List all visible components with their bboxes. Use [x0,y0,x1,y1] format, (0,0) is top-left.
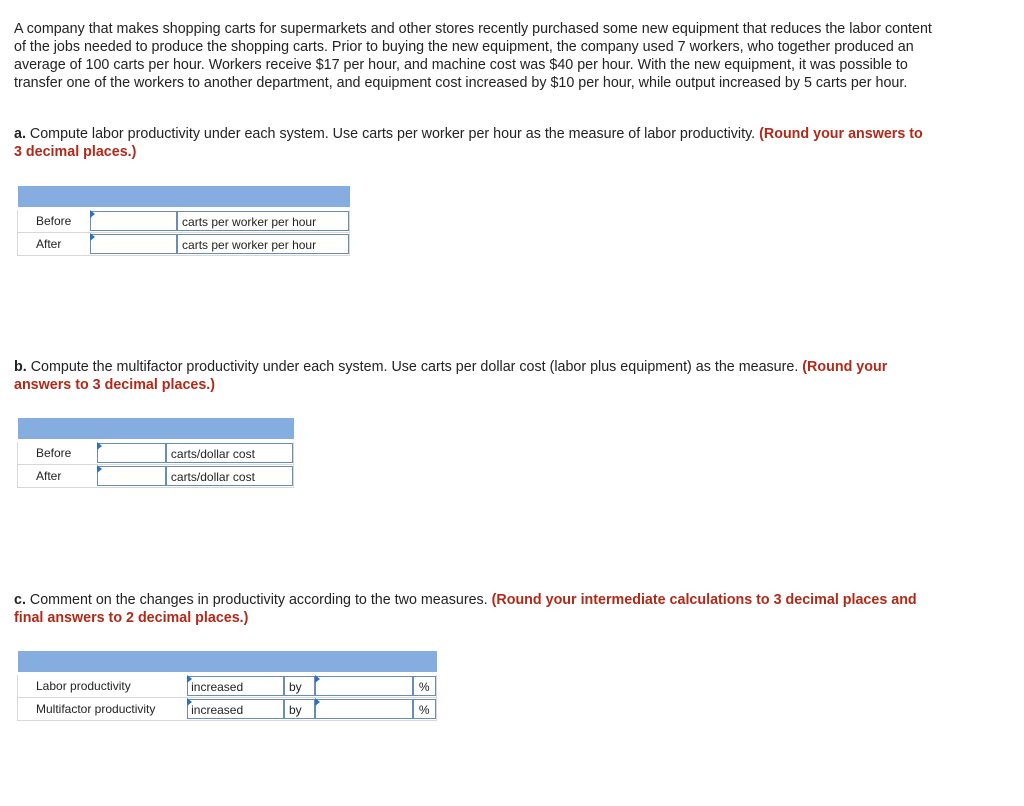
flag-icon [315,675,320,683]
by-label: by [284,699,315,719]
by-label: by [284,676,315,696]
question-c-text: Comment on the changes in productivity according to the two measures. [25,592,492,608]
question-b-label: b. [14,359,27,375]
question-c-note: (Round your intermediate calculations to 3 decimal places and final answers to 2 decimal places.) [14,592,917,626]
question-c [14,591,934,627]
percent-label: % [413,699,437,719]
flag-icon [97,465,102,473]
percent-change-input[interactable] [315,676,413,696]
flag-icon [90,233,95,241]
question-a [14,125,934,161]
unit-label: carts/dollar cost [166,466,293,486]
table-row [18,465,294,488]
question-a-text: Compute labor productivity under each system. Use carts per worker per hour as the measure of labor productivity. [25,126,760,142]
answer-table-c [17,651,437,721]
table-header [18,418,294,439]
unit-label: carts/dollar cost [166,443,293,463]
flag-icon [97,442,102,450]
unit-label: carts per worker per hour [177,211,349,231]
flag-icon [187,675,192,683]
change-direction-value: increased [191,680,244,694]
flag-icon [90,210,95,218]
unit-label: carts per worker per hour [177,234,349,254]
row-label: After [18,233,91,256]
table-row [18,675,437,698]
table-row [18,210,350,233]
change-direction-value: increased [191,703,244,717]
percent-label: % [413,676,437,696]
question-c-label: c. [14,592,26,608]
answer-input-after[interactable] [90,234,177,254]
row-label: Before [18,442,98,465]
row-label: Before [18,210,91,233]
change-direction-select[interactable] [187,699,284,719]
flag-icon [315,698,320,706]
percent-change-input[interactable] [315,699,413,719]
row-label: After [18,465,98,488]
question-a-note: (Round your answers to 3 decimal places.) [14,126,923,160]
table-row [18,233,350,256]
row-label: Labor productivity [18,675,188,698]
problem-intro: A company that makes shopping carts for supermarkets and other stores recently purchased some new equipment that reduces the labor content of the jobs needed to produce the shopping carts. Prior to buying the new equipment, the company used 7 workers, who together produced an average of 100 carts per hour. Workers receive $17 per hour, and machine cost was $40 per hour. With the new equipment, it was possible to transfer one of the workers to another department, and equipment cost increased by $10 per hour, while output increased by 5 carts per hour. [14,21,932,91]
answer-table-b [17,418,294,488]
question-b-text: Compute the multifactor productivity under each system. Use carts per dollar cost (labor plus equipment) as the measure. [26,359,803,375]
question-a-label: a. [14,126,26,142]
table-header [18,186,350,207]
answer-input-before[interactable] [97,443,166,463]
question-b-note: (Round your answers to 3 decimal places.) [14,359,888,393]
table-header [18,651,437,672]
table-row [18,698,437,721]
change-direction-select[interactable] [187,676,284,696]
table-row [18,442,294,465]
answer-input-after[interactable] [97,466,166,486]
row-label: Multifactor productivity [18,698,188,721]
answer-table-a [17,186,350,256]
question-b [14,358,934,394]
flag-icon [187,698,192,706]
answer-input-before[interactable] [90,211,177,231]
